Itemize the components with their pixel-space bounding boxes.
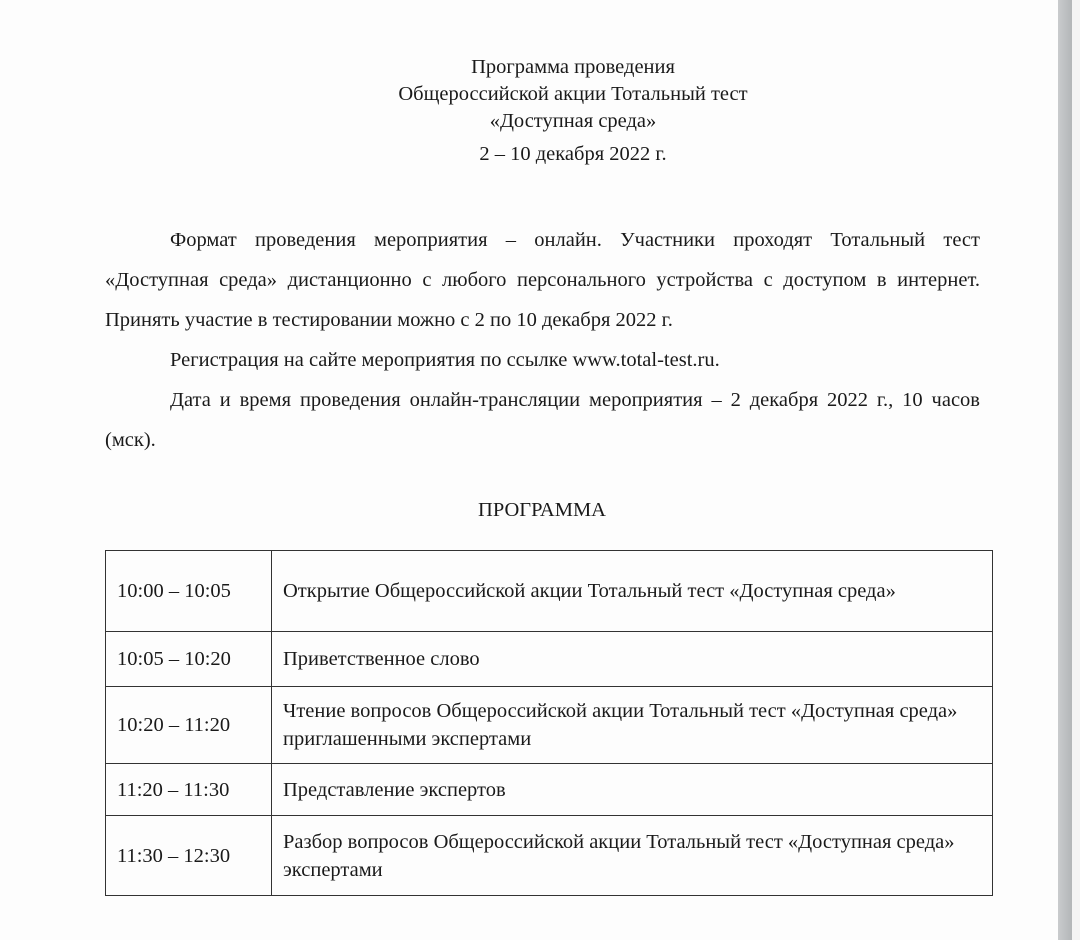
table-row — [106, 816, 993, 896]
broadcast-paragraph: Дата и время проведения онлайн-трансляции мероприятия – 2 декабря 2022 г., 10 часов (мск). — [105, 389, 980, 451]
title-line: Общероссийской акции Тотальный тест — [398, 83, 748, 105]
scan-edge — [1072, 0, 1080, 940]
time-cell: 10:05 – 10:20 — [106, 632, 272, 687]
title-line: Программа проведения — [471, 56, 675, 78]
title-line: «Доступная среда» — [489, 110, 657, 132]
program-heading: ПРОГРАММА — [478, 499, 606, 521]
table-row — [106, 687, 993, 764]
scan-edge-shadow — [1058, 0, 1072, 940]
document-title — [0, 54, 1080, 135]
event-dates: 2 – 10 декабря 2022 г. — [479, 143, 667, 165]
time-cell: 10:20 – 11:20 — [106, 687, 272, 764]
time-cell: 11:30 – 12:30 — [106, 816, 272, 896]
event-cell: Чтение вопросов Общероссийской акции Тотальный тест «Доступная среда» приглашенными экспертами — [272, 687, 993, 764]
program-table — [105, 550, 993, 896]
table-row — [106, 551, 993, 632]
registration-paragraph: Регистрация на сайте мероприятия по ссылке www.total-test.ru. — [170, 349, 720, 371]
event-cell: Приветственное слово — [272, 632, 993, 687]
event-cell: Представление экспертов — [272, 764, 993, 816]
time-cell: 11:20 – 11:30 — [106, 764, 272, 816]
table-row — [106, 632, 993, 687]
table-row — [106, 764, 993, 816]
format-paragraph: Формат проведения мероприятия – онлайн. Участники проходят Тотальный тест «Доступная среда» дистанционно с любого персонального устройства с доступом в интернет. Принять участие в тестировании можно с 2 по 10 декабря 2022 г. — [105, 229, 980, 331]
time-cell: 10:00 – 10:05 — [106, 551, 272, 632]
event-cell: Разбор вопросов Общероссийской акции Тотальный тест «Доступная среда» экспертами — [272, 816, 993, 896]
event-cell: Открытие Общероссийской акции Тотальный тест «Доступная среда» — [272, 551, 993, 632]
